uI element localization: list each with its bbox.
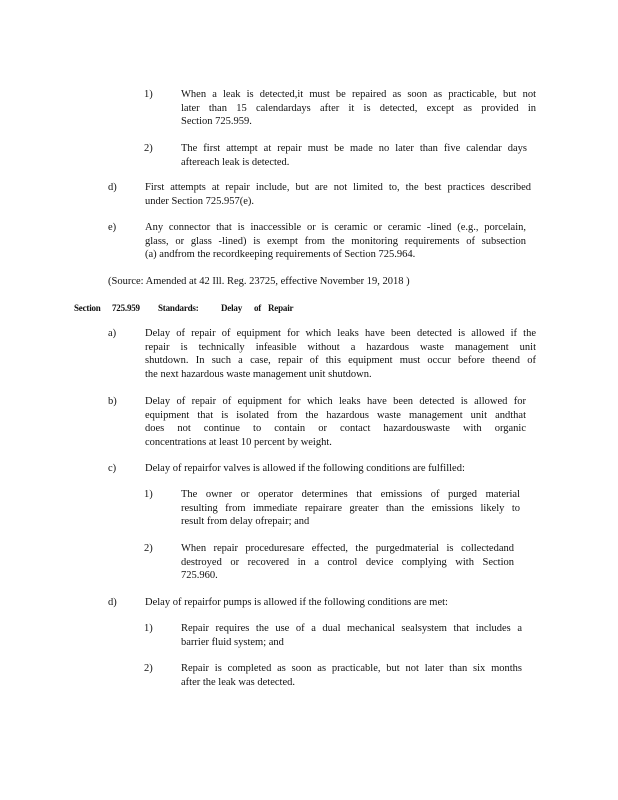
text-line: barrier fluid system; and [181,636,284,648]
text-line: shutdown. In such a case, repair of this equipment must occur before theend of [145,355,536,367]
text-line: Delay of repair of equipment for which leaks have been detected is allowed for [145,396,526,407]
section-label: Section [74,303,101,313]
section-title-part: Standards: [158,303,199,313]
text-line: does not continue to contain or contact hazardouswaste with organic [145,423,526,435]
text-line: later than 15 calendardays after it is detected, except as provided in [181,102,536,114]
text-line: Delay of repair of equipment for which leaks have been detected is allowed if the [145,328,536,339]
item-text [181,662,522,689]
item-number: 2) [144,143,153,154]
text-line: Any connector that is inaccessible or is ceramic or ceramic -lined (e.g., porcelain, [145,222,526,233]
item-text [145,596,505,610]
text-line: Section 725.959. [181,116,252,128]
text-line: under Section 725.957(e). [145,195,255,207]
text-line: The owner or operator determines that emissions of purged material [181,489,520,500]
text-line: The first attempt at repair must be made no later than five calendar days [181,143,527,154]
text-line: When a leak is detected,it must be repaired as soon as practicable, but not [181,89,536,100]
section-number: 725.959 [112,303,140,313]
section-heading [0,302,618,316]
text-line: Repair requires the use of a dual mechanical sealsystem that includes a [181,623,522,634]
text-line: Delay of repairfor pumps is allowed if the following conditions are met: [145,597,448,608]
text-line: When repair proceduresare effected, the purgedmaterial is collectedand [181,543,514,554]
text-line: First attempts at repair include, but are not limited to, the best practices described [145,182,531,193]
section-title-part: of [254,303,262,313]
text-line: after the leak was detected. [181,676,295,688]
item-text [145,327,536,381]
item-number: b) [108,396,117,407]
item-number: 1) [144,623,153,634]
text-line: result from delay ofrepair; and [181,516,310,528]
text-line: concentrations at least 10 percent by weight. [145,436,332,448]
text-line: Repair is completed as soon as practicable, but not later than six months [181,663,522,674]
item-text [181,488,520,529]
text-line: glass, or glass -lined) is exempt from the monitoring requirements of subsection [145,235,526,247]
item-number: e) [108,222,117,233]
text-line: resulting from immediate repairare greater than the emissions likely to [181,502,520,514]
item-number: a) [108,328,117,339]
source-note: (Source: Amended at 42 Ill. Reg. 23725, effective November 19, 2018 ) [108,276,410,287]
text-line: destroyed or recovered in a control device complying with Section [181,556,514,568]
text-line: the next hazardous waste management unit shutdown. [145,368,372,380]
item-number: c) [108,463,117,474]
text-line: aftereach leak is detected. [181,156,290,168]
section-title-part: Delay [221,303,242,313]
text-line: Delay of repairfor valves is allowed if the following conditions are fulfilled: [145,463,465,474]
item-text [181,88,536,129]
section-title-part: Repair [268,303,294,313]
item-number: 2) [144,663,153,674]
text-line: repair is technically infeasible without a hazardous waste management unit [145,341,536,353]
item-text [181,142,527,169]
item-text [145,395,526,449]
item-text [145,181,531,208]
item-number: d) [108,597,117,608]
text-line: 725.960. [181,570,218,582]
item-text [145,462,535,476]
item-number: 1) [144,489,153,500]
item-text [181,622,522,649]
text-line: equipment that is isolated from the hazardous waste management unit andthat [145,409,526,421]
text-line: (a) andfrom the recordkeeping requirements of Section 725.964. [145,249,416,261]
item-number: 2) [144,543,153,554]
item-number: d) [108,182,117,193]
item-text [145,221,526,262]
item-text [181,542,514,583]
item-number: 1) [144,89,153,100]
